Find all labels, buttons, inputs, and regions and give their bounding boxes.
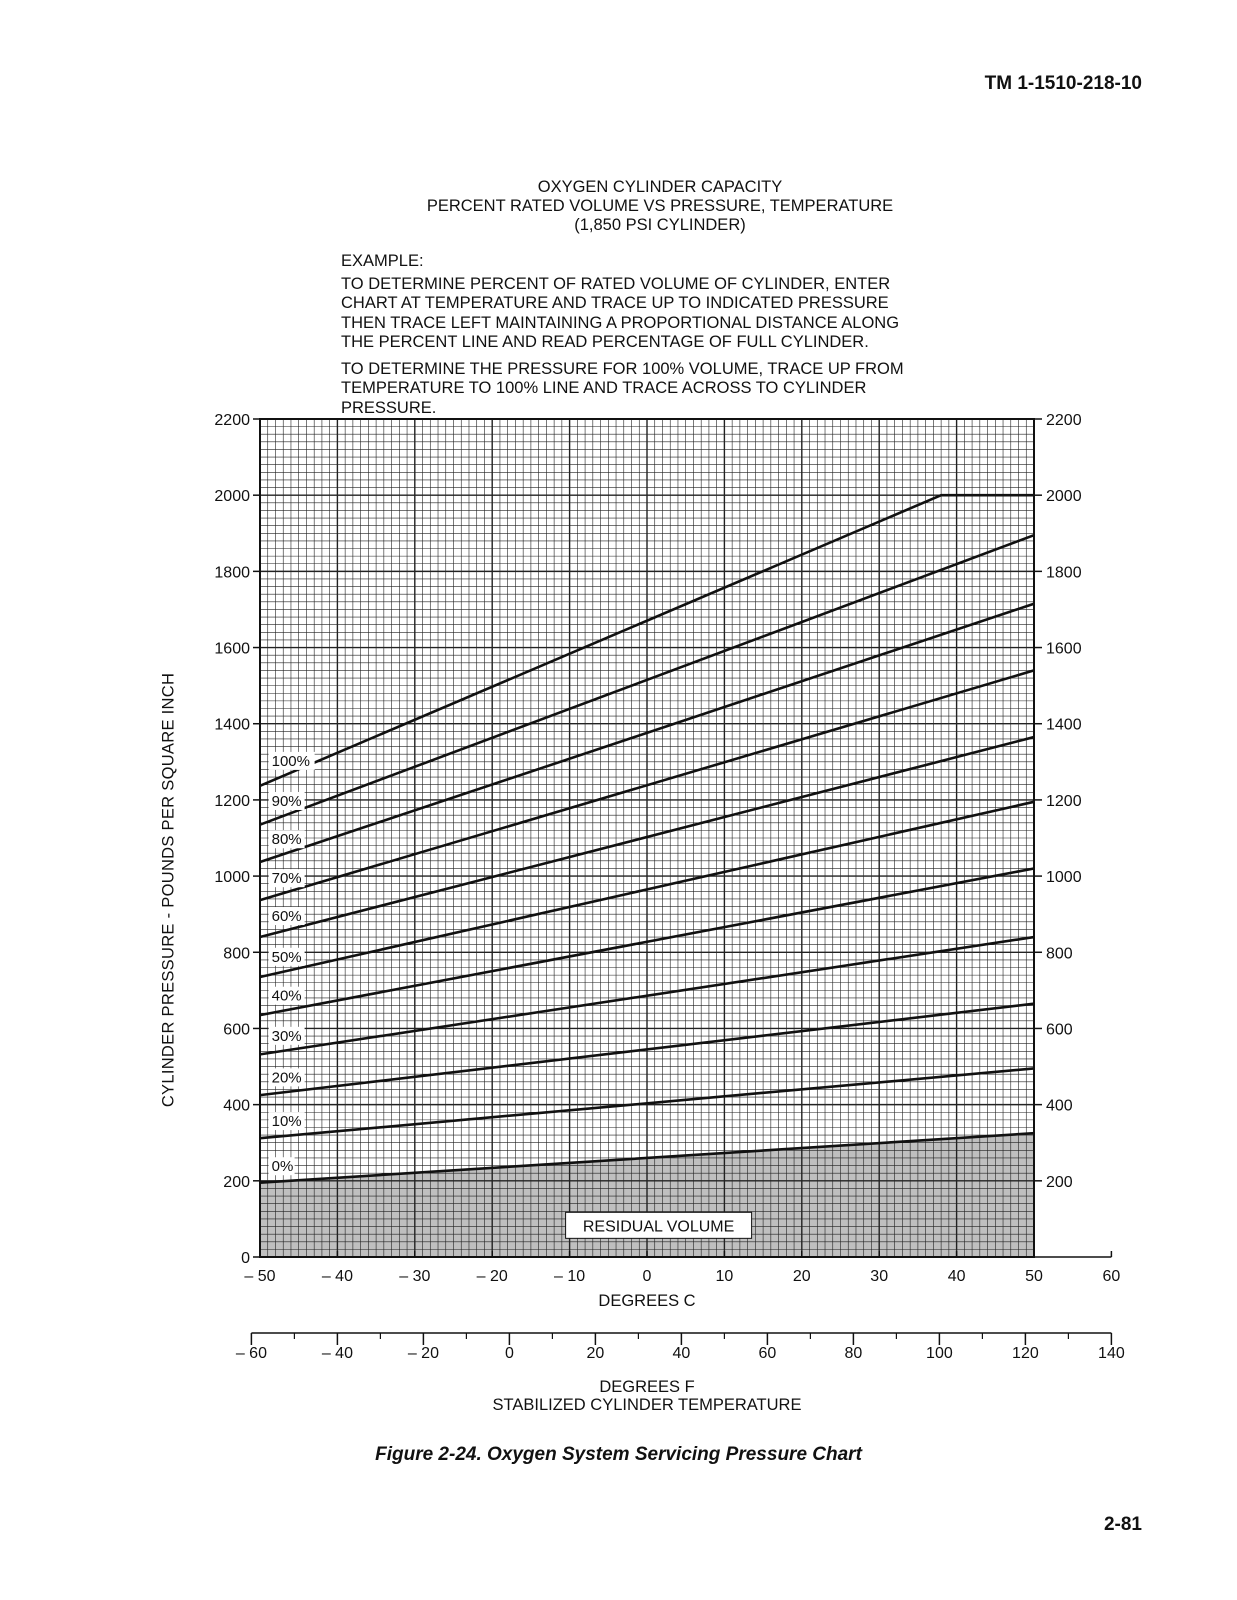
y2-tick-label: 1200 xyxy=(1046,792,1082,810)
example-paragraph-1: TO DETERMINE PERCENT OF RATED VOLUME OF CYLINDER, ENTER CHART AT TEMPERATURE AND TRACE UP TO INDICATED PRESSURE THEN TRACE LEFT MAINTAINING A PROPORTIONAL DISTANCE ALONG THE PERCENT LINE AND READ PERCENTAGE OF FULL CYLINDER. xyxy=(341,274,900,351)
series-label: 30% xyxy=(271,1027,302,1045)
y-tick-label: 2000 xyxy=(214,488,250,506)
series-label: 50% xyxy=(271,948,302,966)
x-tick-label: – 30 xyxy=(399,1268,431,1285)
y2-tick-label: 1400 xyxy=(1046,716,1082,734)
series-label: 70% xyxy=(271,870,302,888)
y-tick-label: 800 xyxy=(223,945,250,963)
series-label: 40% xyxy=(271,987,302,1005)
f-tick-label: 0 xyxy=(504,1345,514,1362)
f-tick-label: – 20 xyxy=(407,1345,439,1362)
series-label: 10% xyxy=(271,1113,302,1131)
y2-tick-label: 1000 xyxy=(1046,869,1082,887)
x-tick-label: – 50 xyxy=(244,1268,276,1285)
f-tick-label: 140 xyxy=(1098,1345,1125,1362)
y2-tick-label: 1800 xyxy=(1046,564,1082,582)
x-tick-label: 10 xyxy=(715,1268,734,1285)
x-tick-label: 60 xyxy=(1102,1268,1121,1285)
y-tick-label: 1600 xyxy=(214,640,250,658)
series-label: 100% xyxy=(271,752,310,770)
y-tick-label: 1200 xyxy=(214,792,250,810)
y2-tick-label: 200 xyxy=(1046,1173,1073,1191)
series-label: 80% xyxy=(271,831,302,849)
f-tick-label: 120 xyxy=(1012,1345,1039,1362)
page-number: 2-81 xyxy=(1103,1514,1142,1535)
x2-axis-sublabel: STABILIZED CYLINDER TEMPERATURE xyxy=(492,1396,802,1414)
y2-tick-label: 400 xyxy=(1046,1097,1073,1115)
f-tick-label: 40 xyxy=(672,1345,691,1362)
x-tick-label: – 10 xyxy=(554,1268,586,1285)
y-tick-label: 1800 xyxy=(214,564,250,582)
x-tick-label: 50 xyxy=(1025,1268,1043,1285)
series-label: 90% xyxy=(271,792,302,810)
figure-caption: Figure 2-24. Oxygen System Servicing Pressure Chart xyxy=(375,1444,862,1465)
y-tick-label: 200 xyxy=(223,1173,250,1191)
f-tick-label: 20 xyxy=(586,1345,605,1362)
f-tick-label: 100 xyxy=(926,1345,953,1362)
f-tick-label: – 60 xyxy=(235,1345,267,1362)
y-tick-label: 0 xyxy=(241,1250,250,1267)
residual-volume-label: RESIDUAL VOLUME xyxy=(582,1218,735,1236)
example-label: EXAMPLE: xyxy=(341,252,424,270)
y-tick-label: 400 xyxy=(223,1097,250,1115)
y2-tick-label: 2200 xyxy=(1046,412,1082,429)
series-label: 60% xyxy=(271,908,302,926)
chart-title-line: OXYGEN CYLINDER CAPACITY xyxy=(537,178,783,196)
y2-tick-label: 2000 xyxy=(1046,488,1082,506)
x-axis-label: DEGREES C xyxy=(598,1292,696,1310)
x-tick-label: 20 xyxy=(792,1268,811,1285)
f-tick-label: – 40 xyxy=(321,1345,353,1362)
series-label: 20% xyxy=(271,1069,302,1087)
y-tick-label: 2200 xyxy=(214,412,250,429)
document-id: TM 1-1510-218-10 xyxy=(984,73,1142,94)
y-tick-label: 1400 xyxy=(214,716,250,734)
f-tick-label: 60 xyxy=(758,1345,777,1362)
x2-axis-label: DEGREES F xyxy=(599,1378,695,1396)
y-tick-label: 600 xyxy=(223,1021,250,1039)
x-tick-label: 0 xyxy=(642,1268,652,1285)
y2-tick-label: 1600 xyxy=(1046,640,1082,658)
x-tick-label: 40 xyxy=(947,1268,966,1285)
y-axis-label: CYLINDER PRESSURE - POUNDS PER SQUARE INCH xyxy=(159,672,178,1108)
chart-title-line: PERCENT RATED VOLUME VS PRESSURE, TEMPERATURE xyxy=(426,197,894,215)
y2-tick-label: 800 xyxy=(1046,945,1073,963)
x-tick-label: 30 xyxy=(870,1268,889,1285)
example-paragraph-2: TO DETERMINE THE PRESSURE FOR 100% VOLUME, TRACE UP FROM TEMPERATURE TO 100% LINE AND TRACE ACROSS TO CYLINDER PRESSURE. xyxy=(341,359,904,417)
y2-tick-label: 600 xyxy=(1046,1021,1073,1039)
y-tick-label: 1000 xyxy=(214,869,250,887)
chart-title-line: (1,850 PSI CYLINDER) xyxy=(574,216,746,234)
x-tick-label: – 20 xyxy=(476,1268,508,1285)
series-label: 0% xyxy=(271,1158,294,1176)
f-tick-label: 80 xyxy=(844,1345,863,1362)
x-tick-label: – 40 xyxy=(321,1268,353,1285)
